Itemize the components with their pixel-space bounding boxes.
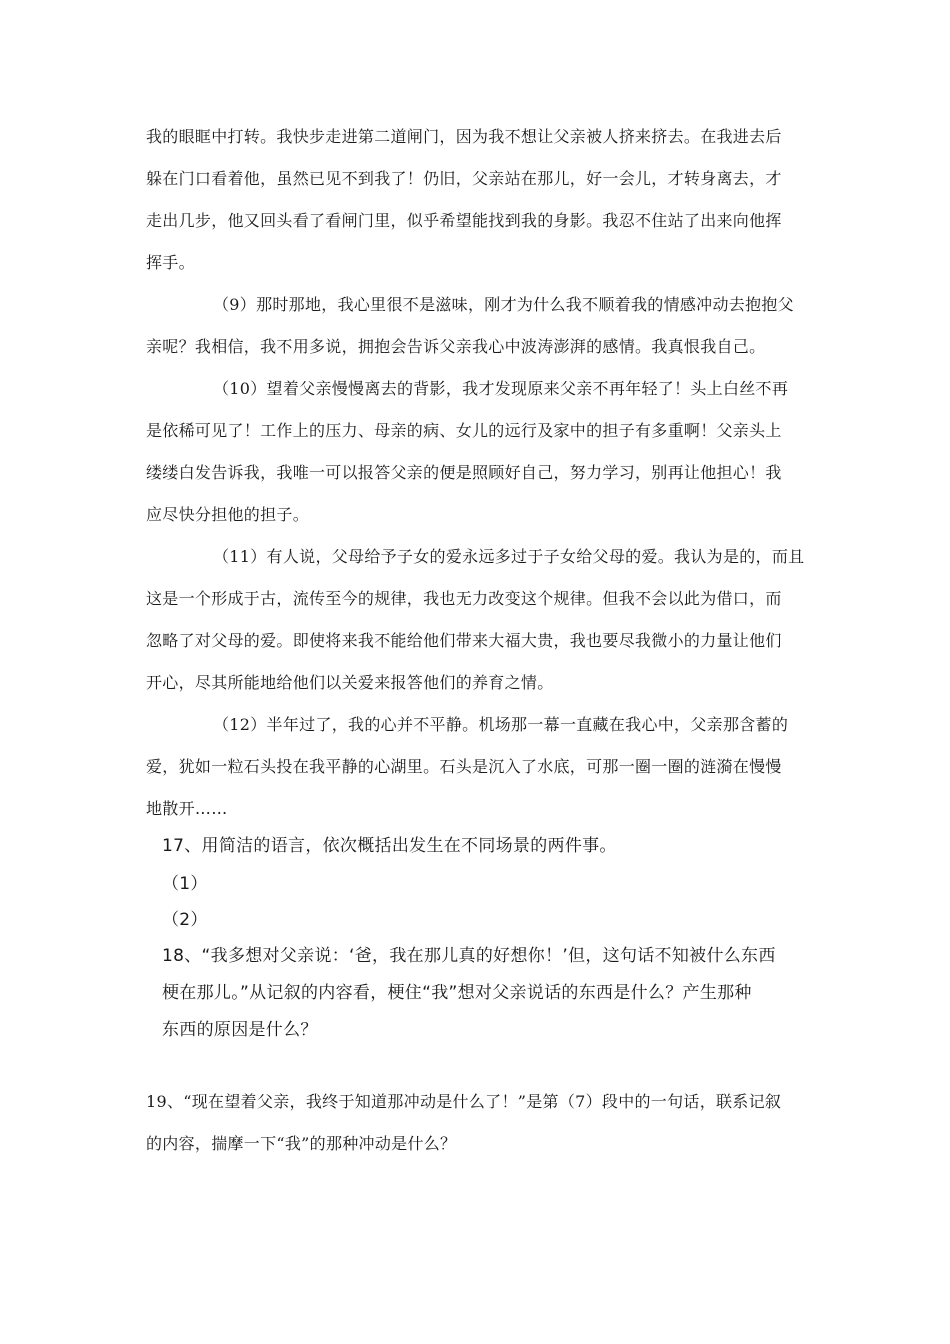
paragraph-10-line-2: 是依稀可见了！工作上的压力、母亲的病、女儿的远行及家中的担子有多重啊！父亲头上: [146, 421, 782, 440]
paragraph-8-line-4: 挥手。: [146, 253, 195, 272]
question-19-line-2: 的内容，揣摩一下“我”的那种冲动是什么？: [146, 1134, 457, 1153]
question-18-line-1: 18、“我多想对父亲说：‘爸，我在那儿真的好想你！’但，这句话不知被什么东西: [162, 946, 776, 966]
paragraph-11-line-3: 忽略了对父母的爱。即使将来我不能给他们带来大福大贵，我也要尽我微小的力量让他们: [146, 631, 782, 650]
question-17-answer-1: （1）: [162, 874, 208, 894]
question-18-line-3: 东西的原因是什么？: [162, 1020, 318, 1040]
question-17: 17、用简洁的语言，依次概括出发生在不同场景的两件事。: [162, 836, 617, 856]
question-17-answer-2: （2）: [162, 910, 208, 930]
paragraph-11-line-2: 这是一个形成于古，流传至今的规律，我也无力改变这个规律。但我不会以此为借口，而: [146, 589, 782, 608]
paragraph-11-line-1: （11）有人说，父母给予子女的爱永远多过于子女给父母的爱。我认为是的，而且: [213, 547, 805, 566]
paragraph-11-line-4: 开心，尽其所能地给他们以关爱来报答他们的养育之情。: [146, 673, 554, 692]
paragraph-10-line-4: 应尽快分担他的担子。: [146, 505, 310, 524]
paragraph-12-line-1: （12）半年过了，我的心并不平静。机场那一幕一直藏在我心中，父亲那含蓄的: [213, 715, 789, 734]
paragraph-8-line-2: 躲在门口看着他，虽然已见不到我了！仍旧，父亲站在那儿，好一会儿，才转身离去，才: [146, 169, 782, 188]
paragraph-12-line-3: 地散开……: [146, 799, 228, 818]
paragraph-10-line-1: （10）望着父亲慢慢离去的背影，我才发现原来父亲不再年轻了！头上白丝不再: [213, 379, 789, 398]
question-19-line-1: 19、“现在望着父亲，我终于知道那冲动是什么了！”是第（7）段中的一句话，联系记叙: [146, 1092, 782, 1111]
paragraph-8-line-1: 我的眼眶中打转。我快步走进第二道闸门，因为我不想让父亲被人挤来挤去。在我进去后: [146, 127, 782, 146]
paragraph-9-line-2: 亲呢？我相信，我不用多说，拥抱会告诉父亲我心中波涛澎湃的感情。我真恨我自己。: [146, 337, 766, 356]
question-18-line-2: 梗在那儿。”从记叙的内容看，梗住“我”想对父亲说话的东西是什么？产生那种: [162, 983, 752, 1003]
paragraph-10-line-3: 缕缕白发告诉我，我唯一可以报答父亲的便是照顾好自己，努力学习，别再让他担心！我: [146, 463, 782, 482]
paragraph-12-line-2: 爱，犹如一粒石头投在我平静的心湖里。石头是沉入了水底，可那一圈一圈的涟漪在慢慢: [146, 757, 782, 776]
paragraph-9-line-1: （9）那时那地，我心里很不是滋味，刚才为什么我不顺着我的情感冲动去抱抱父: [213, 295, 794, 314]
paragraph-8-line-3: 走出几步，他又回头看了看闸门里，似乎希望能找到我的身影。我忍不住站了出来向他挥: [146, 211, 782, 230]
